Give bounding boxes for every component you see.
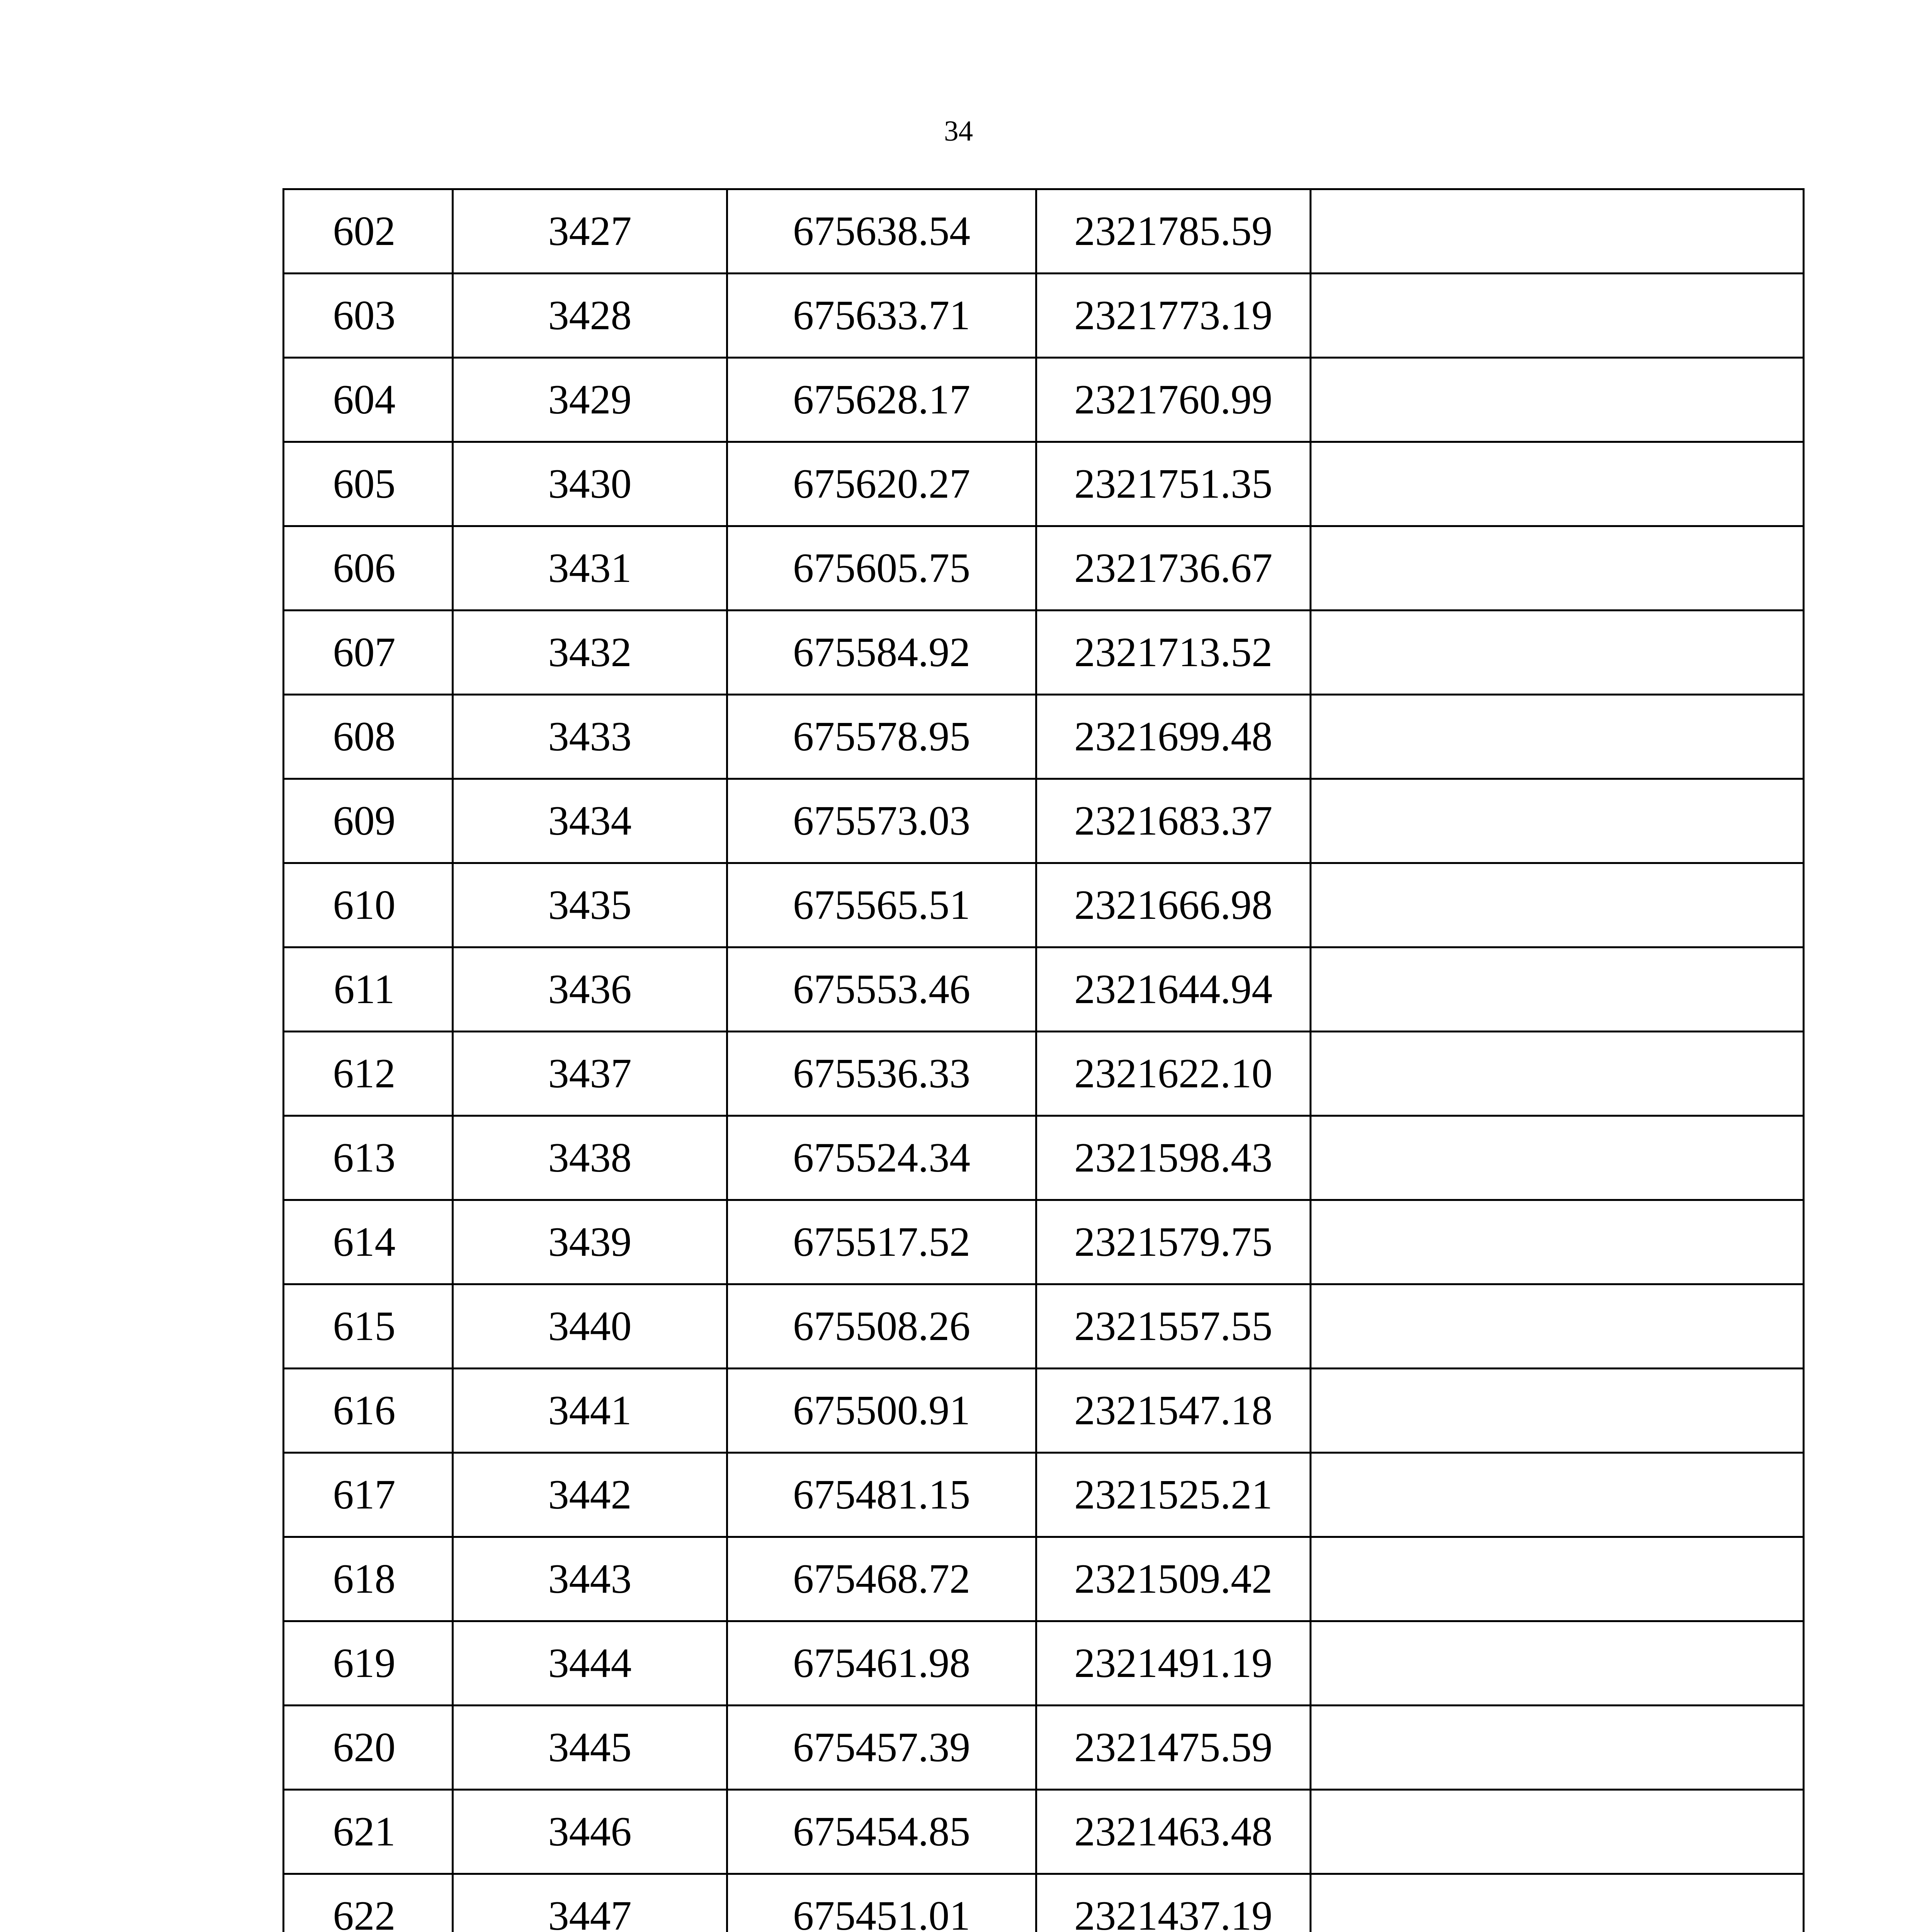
note-cell <box>1311 526 1804 611</box>
point-id: 3432 <box>453 611 727 695</box>
row-number: 604 <box>284 358 453 442</box>
x-coordinate: 675500.91 <box>727 1369 1036 1453</box>
y-coordinate: 2321666.98 <box>1036 863 1311 947</box>
note-cell <box>1311 611 1804 695</box>
table-row <box>284 1874 1804 1932</box>
row-number: 612 <box>284 1032 453 1116</box>
x-coordinate: 675457.39 <box>727 1706 1036 1790</box>
row-number: 619 <box>284 1621 453 1706</box>
x-coordinate: 675553.46 <box>727 947 1036 1032</box>
table-body <box>284 189 1804 1932</box>
x-coordinate: 675638.54 <box>727 189 1036 274</box>
point-id: 3443 <box>453 1537 727 1621</box>
point-id: 3442 <box>453 1453 727 1537</box>
y-coordinate: 2321463.48 <box>1036 1790 1311 1874</box>
table-row <box>284 1116 1804 1200</box>
row-number: 616 <box>284 1369 453 1453</box>
note-cell <box>1311 358 1804 442</box>
note-cell <box>1311 1453 1804 1537</box>
y-coordinate: 2321579.75 <box>1036 1200 1311 1284</box>
point-id: 3445 <box>453 1706 727 1790</box>
point-id: 3447 <box>453 1874 727 1932</box>
y-coordinate: 2321557.55 <box>1036 1284 1311 1369</box>
row-number: 606 <box>284 526 453 611</box>
table-row <box>284 863 1804 947</box>
table-row <box>284 1200 1804 1284</box>
note-cell <box>1311 189 1804 274</box>
coordinate-table <box>282 188 1805 1932</box>
table-row <box>284 1790 1804 1874</box>
row-number: 620 <box>284 1706 453 1790</box>
table-row <box>284 526 1804 611</box>
table-row <box>284 442 1804 526</box>
table-row <box>284 695 1804 779</box>
y-coordinate: 2321773.19 <box>1036 274 1311 358</box>
table-row <box>284 1453 1804 1537</box>
row-number: 613 <box>284 1116 453 1200</box>
x-coordinate: 675584.92 <box>727 611 1036 695</box>
row-number: 607 <box>284 611 453 695</box>
row-number: 608 <box>284 695 453 779</box>
y-coordinate: 2321598.43 <box>1036 1116 1311 1200</box>
row-number: 602 <box>284 189 453 274</box>
row-number: 618 <box>284 1537 453 1621</box>
row-number: 611 <box>284 947 453 1032</box>
point-id: 3434 <box>453 779 727 863</box>
table-row <box>284 1537 1804 1621</box>
x-coordinate: 675461.98 <box>727 1621 1036 1706</box>
y-coordinate: 2321644.94 <box>1036 947 1311 1032</box>
row-number: 617 <box>284 1453 453 1537</box>
point-id: 3439 <box>453 1200 727 1284</box>
x-coordinate: 675536.33 <box>727 1032 1036 1116</box>
y-coordinate: 2321713.52 <box>1036 611 1311 695</box>
note-cell <box>1311 863 1804 947</box>
x-coordinate: 675605.75 <box>727 526 1036 611</box>
y-coordinate: 2321437.19 <box>1036 1874 1311 1932</box>
x-coordinate: 675565.51 <box>727 863 1036 947</box>
y-coordinate: 2321491.19 <box>1036 1621 1311 1706</box>
note-cell <box>1311 947 1804 1032</box>
point-id: 3433 <box>453 695 727 779</box>
point-id: 3436 <box>453 947 727 1032</box>
table-row <box>284 1032 1804 1116</box>
y-coordinate: 2321699.48 <box>1036 695 1311 779</box>
point-id: 3437 <box>453 1032 727 1116</box>
row-number: 605 <box>284 442 453 526</box>
note-cell <box>1311 442 1804 526</box>
point-id: 3438 <box>453 1116 727 1200</box>
point-id: 3444 <box>453 1621 727 1706</box>
point-id: 3441 <box>453 1369 727 1453</box>
y-coordinate: 2321547.18 <box>1036 1369 1311 1453</box>
note-cell <box>1311 1790 1804 1874</box>
y-coordinate: 2321683.37 <box>1036 779 1311 863</box>
note-cell <box>1311 1621 1804 1706</box>
table-row <box>284 779 1804 863</box>
y-coordinate: 2321475.59 <box>1036 1706 1311 1790</box>
x-coordinate: 675451.01 <box>727 1874 1036 1932</box>
row-number: 610 <box>284 863 453 947</box>
note-cell <box>1311 274 1804 358</box>
row-number: 615 <box>284 1284 453 1369</box>
note-cell <box>1311 1706 1804 1790</box>
table-row <box>284 1284 1804 1369</box>
x-coordinate: 675628.17 <box>727 358 1036 442</box>
note-cell <box>1311 695 1804 779</box>
y-coordinate: 2321785.59 <box>1036 189 1311 274</box>
table-row <box>284 1706 1804 1790</box>
page-number: 34 <box>944 115 973 147</box>
x-coordinate: 675573.03 <box>727 779 1036 863</box>
x-coordinate: 675468.72 <box>727 1537 1036 1621</box>
point-id: 3427 <box>453 189 727 274</box>
point-id: 3431 <box>453 526 727 611</box>
note-cell <box>1311 1874 1804 1932</box>
x-coordinate: 675481.15 <box>727 1453 1036 1537</box>
note-cell <box>1311 1032 1804 1116</box>
table-row <box>284 274 1804 358</box>
table-row <box>284 358 1804 442</box>
note-cell <box>1311 1284 1804 1369</box>
x-coordinate: 675633.71 <box>727 274 1036 358</box>
note-cell <box>1311 1537 1804 1621</box>
y-coordinate: 2321751.35 <box>1036 442 1311 526</box>
row-number: 614 <box>284 1200 453 1284</box>
point-id: 3430 <box>453 442 727 526</box>
note-cell <box>1311 1116 1804 1200</box>
table-row <box>284 611 1804 695</box>
x-coordinate: 675508.26 <box>727 1284 1036 1369</box>
note-cell <box>1311 779 1804 863</box>
table-row <box>284 1369 1804 1453</box>
row-number: 609 <box>284 779 453 863</box>
x-coordinate: 675517.52 <box>727 1200 1036 1284</box>
table-row <box>284 947 1804 1032</box>
y-coordinate: 2321509.42 <box>1036 1537 1311 1621</box>
note-cell <box>1311 1369 1804 1453</box>
point-id: 3446 <box>453 1790 727 1874</box>
point-id: 3435 <box>453 863 727 947</box>
x-coordinate: 675620.27 <box>727 442 1036 526</box>
point-id: 3429 <box>453 358 727 442</box>
note-cell <box>1311 1200 1804 1284</box>
x-coordinate: 675578.95 <box>727 695 1036 779</box>
x-coordinate: 675524.34 <box>727 1116 1036 1200</box>
y-coordinate: 2321622.10 <box>1036 1032 1311 1116</box>
y-coordinate: 2321760.99 <box>1036 358 1311 442</box>
x-coordinate: 675454.85 <box>727 1790 1036 1874</box>
row-number: 603 <box>284 274 453 358</box>
table-row <box>284 189 1804 274</box>
y-coordinate: 2321736.67 <box>1036 526 1311 611</box>
y-coordinate: 2321525.21 <box>1036 1453 1311 1537</box>
table-row <box>284 1621 1804 1706</box>
row-number: 621 <box>284 1790 453 1874</box>
point-id: 3440 <box>453 1284 727 1369</box>
point-id: 3428 <box>453 274 727 358</box>
row-number: 622 <box>284 1874 453 1932</box>
